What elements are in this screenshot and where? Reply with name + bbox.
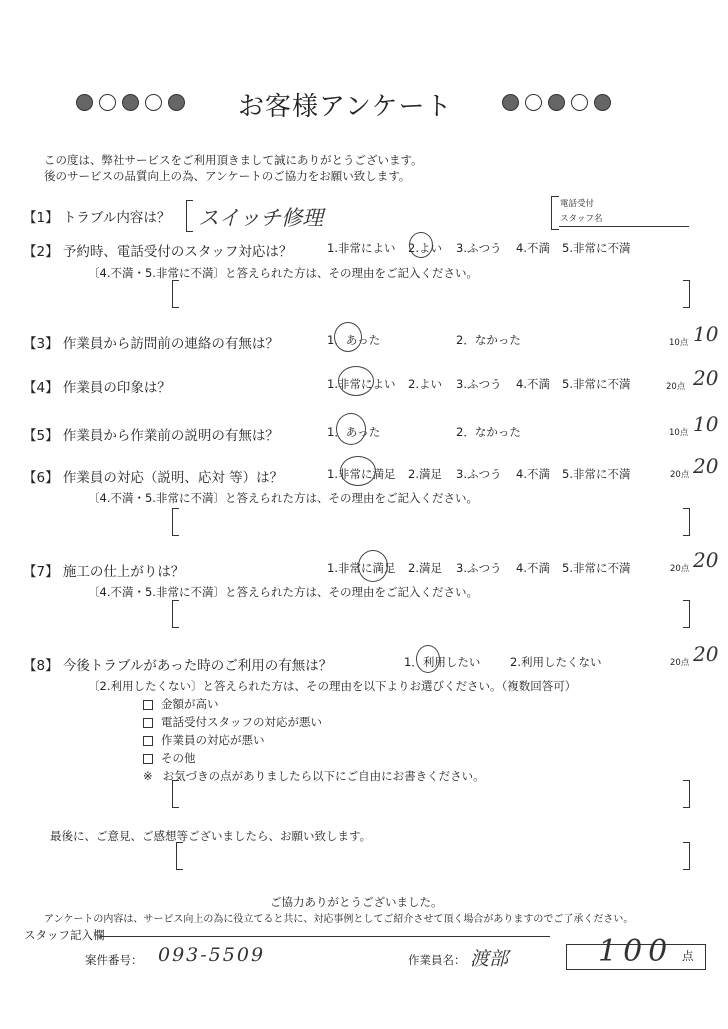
q6-option-2[interactable]: 2.満足 [408,467,442,481]
q7-label: 【7】 施工の仕上がりは？ [23,564,185,580]
q5-label: 【5】 作業員から作業前の説明の有無は？ [23,428,279,444]
q7-option-3[interactable]: 3.ふつう [456,561,502,575]
q8-free-bracket-right [683,780,690,808]
q6-option-5[interactable]: 5.非常に不満 [562,467,631,481]
q2-option-3[interactable]: 3.ふつう [456,241,502,255]
q1-answer[interactable]: スイッチ修理 [198,206,324,230]
total-score-unit: 点 [682,949,694,963]
q5-selection-mark [336,413,366,445]
q8-reason-4[interactable] [143,750,196,766]
filled-circle-icon [502,94,519,111]
checkbox-icon[interactable] [143,700,153,710]
comments-bracket-right [683,842,690,870]
q2-option-2[interactable]: 2.よい [408,241,442,255]
q7-selection-mark [358,550,388,582]
checkbox-icon[interactable] [143,718,153,728]
case-number-value: 093-5509 [158,944,266,966]
q2-reason-bracket-left [172,280,179,308]
q6-option-3[interactable]: 3.ふつう [456,467,502,481]
q7-reason-field[interactable] [180,602,680,624]
q6-reason-bracket-left [172,508,179,536]
q8-option-2[interactable]: 2.利用したくない [510,655,602,669]
staff-box-bracket [551,196,559,230]
filled-circle-icon [168,94,185,111]
q6-label: 【6】 作業員の対応（説明、応対 等）は？ [23,470,284,486]
comments-field[interactable] [184,844,680,866]
q6-score: 20 [693,454,719,478]
q3-option-2[interactable]: 2．なかった [456,333,521,347]
thanks-text: ご協力ありがとうございました。 [270,895,443,909]
q4-option-5[interactable]: 5.非常に不満 [562,377,631,391]
q8-reason-2-label: 電話受付スタッフの対応が悪い [161,715,322,729]
q3-selection-mark [334,322,362,352]
q7-reason-bracket-left [172,600,179,628]
q8-option-1[interactable]: 1．利用したい [404,655,481,669]
q6-selection-mark [340,456,376,486]
q2-option-1[interactable]: 1.非常によい [327,241,396,255]
staff-section-label: スタッフ記入欄 [24,928,105,942]
comments-bracket-left [176,842,183,870]
checkbox-icon[interactable] [143,754,153,764]
q5-score: 10 [693,412,719,436]
filled-circle-icon [76,94,93,111]
header-dots-left [76,94,185,111]
q8-reason-2[interactable] [143,714,322,730]
q4-selection-mark [338,366,374,396]
q8-reason-1[interactable] [143,696,219,712]
staff-box-label-1: 電話受付 [560,199,595,209]
q7-option-1[interactable]: 1.非常に満足 [327,561,396,575]
q2-reason-field[interactable] [180,282,680,304]
q2-option-4[interactable]: 4.不満 [516,241,550,255]
filled-circle-icon [122,94,139,111]
filled-circle-icon [594,94,611,111]
q2-label: 【2】 予約時、電話受付のスタッフ対応は？ [23,244,293,260]
q7-option-5[interactable]: 5.非常に不満 [562,561,631,575]
filled-circle-icon [548,94,565,111]
circle-icon [145,94,162,111]
q2-reason-bracket-right [683,280,690,308]
q7-reason-bracket-right [683,600,690,628]
case-number-label: 案件番号： [85,953,143,967]
q1-label: 【1】 トラブル内容は？ [23,210,171,226]
total-score-value: 100 [598,934,674,969]
circle-icon [525,94,542,111]
q8-reason-3[interactable] [143,732,265,748]
q8-reason-3-label: 作業員の対応が悪い [161,733,265,747]
q6-reason-field[interactable] [180,510,680,532]
q6-option-4[interactable]: 4.不満 [516,467,550,481]
q6-option-1[interactable]: 1.非常に満足 [327,467,396,481]
circle-icon [99,94,116,111]
checkbox-icon[interactable] [143,736,153,746]
note-mark: ※ [143,769,153,783]
q8-free-bracket-left [172,780,179,808]
q8-free-note-text: お気づきの点がありましたら以下にご自由にお書きください。 [162,769,485,783]
intro-line-1: この度は、弊社サービスをご利用頂きまして誠にありがとうございます。 [44,153,423,167]
q7-note: 〔4.不満・5.非常に不満〕と答えられた方は、その理由をご記入ください。 [88,585,478,599]
comments-prompt: 最後に、ご意見、ご感想等ございましたら、お願い致します。 [50,829,372,843]
page-title: お客様アンケート [238,92,453,122]
worker-name-label: 作業員名： [408,953,466,967]
q8-reason-4-label: その他 [161,751,196,765]
q3-score: 10 [693,322,719,346]
q3-label: 【3】 作業員から訪問前の連絡の有無は？ [23,336,279,352]
q7-score: 20 [693,548,719,572]
q5-option-2[interactable]: 2．なかった [456,425,521,439]
staff-section-line [100,936,550,937]
q5-points: 10点 [669,428,689,438]
q2-note: 〔4.不満・5.非常に不満〕と答えられた方は、その理由をご記入ください。 [88,266,478,280]
q8-free-field[interactable] [180,782,680,804]
q1-answer-bracket [186,200,193,232]
q4-option-3[interactable]: 3.ふつう [456,377,502,391]
q4-points: 20点 [666,382,686,392]
q6-reason-bracket-right [683,508,690,536]
q6-points: 20点 [670,470,690,480]
q2-option-5[interactable]: 5.非常に不満 [562,241,631,255]
header-dots-right [502,94,611,111]
q5-option-1[interactable]: 1．あった [327,425,381,439]
disclaimer-text: アンケートの内容は、サービス向上の為に役立てると共に、対応事例としてご紹介させて頂く場合がありますのでご了承ください。 [44,914,634,925]
q4-label: 【4】 作業員の印象は？ [23,380,171,396]
q7-points: 20点 [670,564,690,574]
q7-option-2[interactable]: 2.満足 [408,561,442,575]
q8-score: 20 [693,642,719,666]
q8-note: 〔2.利用したくない〕と答えられた方は、その理由を以下よりお選びください。（複数回答可） [88,679,577,693]
q2-selection-mark [409,232,433,258]
q4-option-2[interactable]: 2.よい [408,377,442,391]
q6-note: 〔4.不満・5.非常に不満〕と答えられた方は、その理由をご記入ください。 [88,491,478,505]
q3-option-1[interactable]: 1．あった [327,333,381,347]
q7-option-4[interactable]: 4.不満 [516,561,550,575]
q4-option-4[interactable]: 4.不満 [516,377,550,391]
q4-option-1[interactable]: 1.非常によい [327,377,396,391]
q8-reason-1-label: 金額が高い [161,697,219,711]
staff-box-label-2: スタッフ名 [560,214,603,224]
staff-box-line [559,226,689,227]
q8-selection-mark [416,645,440,673]
worker-name-value: 渡部 [470,948,509,970]
q4-score: 20 [693,366,719,390]
q8-label: 【8】 今後トラブルがあった時のご利用の有無は？ [23,658,333,674]
circle-icon [571,94,588,111]
intro-line-2: 後のサービスの品質向上の為、アンケートのご協力をお願い致します。 [44,169,411,183]
q3-points: 10点 [669,338,689,348]
q8-points: 20点 [670,658,690,668]
